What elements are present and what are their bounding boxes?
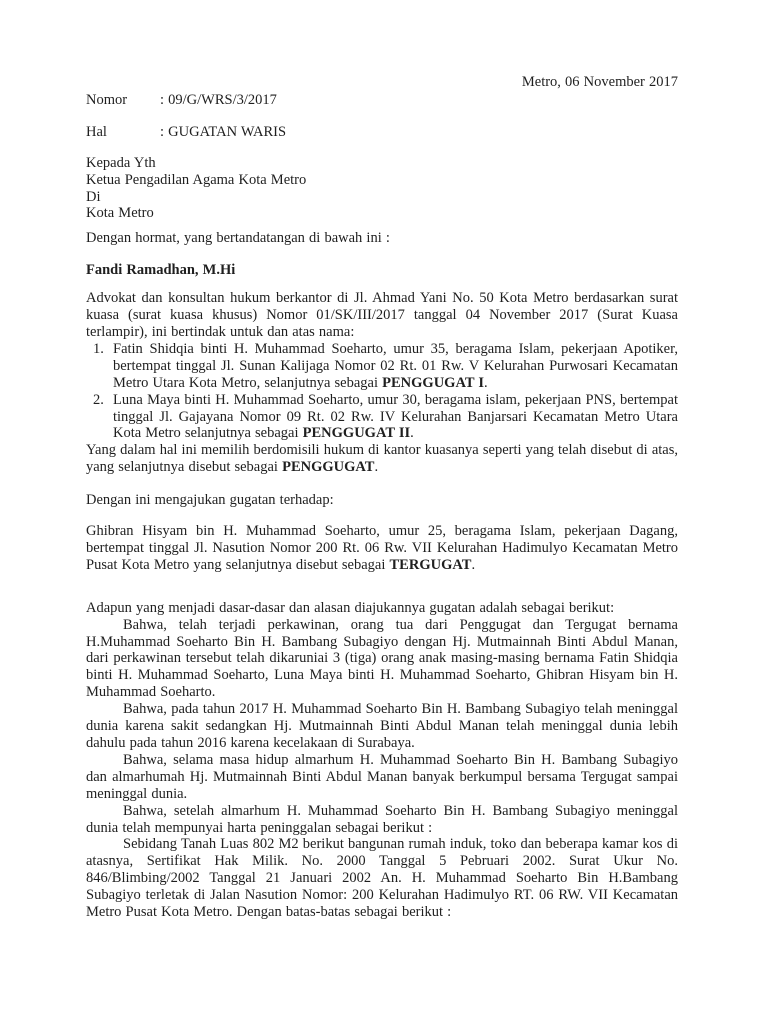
- field-hal: [86, 124, 678, 141]
- plaintiff-list: [86, 341, 678, 442]
- field-nomor-value: : 09/G/WRS/3/2017: [160, 91, 277, 108]
- recipient-line-4: Kota Metro: [86, 205, 154, 222]
- ground-paragraph-3: Bahwa, selama masa hidup almarhum H. Muhammad Soeharto Bin H. Bambang Subagiyo dan almarhumah Hj. Mutmainnah Binti Abdul Manan banyak berkumpul bersama Tergugat sampai meninggal dunia.: [86, 751, 678, 802]
- plaintiff-2-number: 2.: [93, 391, 104, 408]
- plaintiff-2-text: Luna Maya binti H. Muhammad Soeharto, umur 30, beragama islam, pekerjaan PNS, bertempat tinggal Jl. Gajayana Nomor 09 Rt. 02 Rw. IV Kelurahan Banjarsari Kecamatan Metro Utara Kota Metro selanjutnya sebagai PENGGUGAT II.: [113, 391, 678, 442]
- grounds-intro: Adapun yang menjadi dasar-dasar dan alasan diajukannya gugatan adalah sebagai berikut:: [86, 599, 615, 616]
- field-hal-label: Hal: [86, 123, 107, 140]
- ground-paragraph-1: Bahwa, telah terjadi perkawinan, orang tua dari Penggugat dan Tergugat bernama H.Muhammad Soeharto Bin H. Bambang Subagiyo dengan Hj. Mutmainnah Binti Abdul Manan, dari perkawinan tersebut telah dikaruniai 3 (tiga) orang anak masing-masing bernama Fatin Shidqia binti H. Muhammad Soeharto, Luna Maya binti H. Muhammad Soeharto, Ghibran Hisyam bin H. Muhammad Soeharto.: [86, 616, 678, 701]
- field-nomor: [86, 92, 678, 109]
- plaintiff-item-1: [86, 341, 678, 392]
- lawsuit-intro: Dengan ini mengajukan gugatan terhadap:: [86, 492, 334, 509]
- domicile-paragraph: Yang dalam hal ini memilih berdomisili hukum di kantor kuasanya seperti yang telah disebut di atas, yang selanjutnya disebut sebagai PENGGUGAT.: [86, 442, 678, 476]
- recipient-line-2: Ketua Pengadilan Agama Kota Metro: [86, 171, 307, 188]
- letter-date: Metro, 06 November 2017: [521, 74, 678, 90]
- estate-paragraph: Sebidang Tanah Luas 802 M2 berikut bangunan rumah induk, toko dan beberapa kamar kos di atasnya, Sertifikat Hak Milik. No. 2000 Tanggal 5 Pebruari 2002. Surat Ukur No. 846/Blimbing/2002 Tanggal 21 Januari 2002 An. H. Muhammad Soeharto Bin H.Bambang Subagiyo terletak di Jalan Nasution Nomor: 200 Kelurahan Hadimulyo RT. 06 RW. VII Kecamatan Metro Pusat Kota Metro. Dengan batas-batas sebagai berikut :: [86, 836, 678, 921]
- ground-paragraph-2: Bahwa, pada tahun 2017 H. Muhammad Soeharto Bin H. Bambang Subagiyo telah meninggal dunia karena sakit sedangkan Hj. Mutmainnah Binti Abdul Manan telah meninggal dunia lebih dahulu pada tahun 2016 karena kecelakaan di Surabaya.: [86, 701, 678, 751]
- attorney-name: Fandi Ramadhan, M.Hi: [86, 262, 236, 279]
- salutation: Dengan hormat, yang bertandatangan di bawah ini :: [86, 230, 390, 247]
- field-nomor-label: Nomor: [86, 91, 128, 108]
- defendant-paragraph: Ghibran Hisyam bin H. Muhammad Soeharto, umur 25, beragama Islam, pekerjaan Dagang, bertempat tinggal Jl. Nasution Nomor 200 Rt. 06 Rw. VII Kelurahan Hadimulyo Kecamatan Metro Pusat Kota Metro yang selanjutnya disebut sebagai TERGUGAT.: [86, 523, 678, 573]
- recipient-line-1: Kepada Yth: [86, 154, 156, 171]
- recipient-block: [86, 155, 678, 223]
- plaintiff-1-number: 1.: [93, 340, 104, 357]
- plaintiff-1-text: Fatin Shidqia binti H. Muhammad Soeharto, umur 35, beragama Islam, pekerjaan Apotiker, bertempat tinggal Jl. Sunan Kalijaga Nomor 02 Rt. 01 Rw. V Kelurahan Purwosari Kecamatan Metro Utara Kota Metro, selanjutnya sebagai PENGGUGAT I.: [113, 340, 678, 391]
- recipient-line-3: Di: [86, 188, 101, 205]
- attorney-paragraph: Advokat dan konsultan hukum berkantor di Jl. Ahmad Yani No. 50 Kota Metro berdasarkan surat kuasa (surat kuasa khusus) Nomor 01/SK/III/2017 tanggal 04 November 2017 (Surat Kuasa terlampir), ini bertindak untuk dan atas nama:: [86, 290, 678, 340]
- plaintiff-item-2: [86, 392, 678, 443]
- ground-paragraph-4: Bahwa, setelah almarhum H. Muhammad Soeharto Bin H. Bambang Subagiyo meninggal dunia telah mempunyai harta peninggalan sebagai berikut :: [86, 802, 678, 836]
- field-hal-value: : GUGATAN WARIS: [160, 123, 287, 140]
